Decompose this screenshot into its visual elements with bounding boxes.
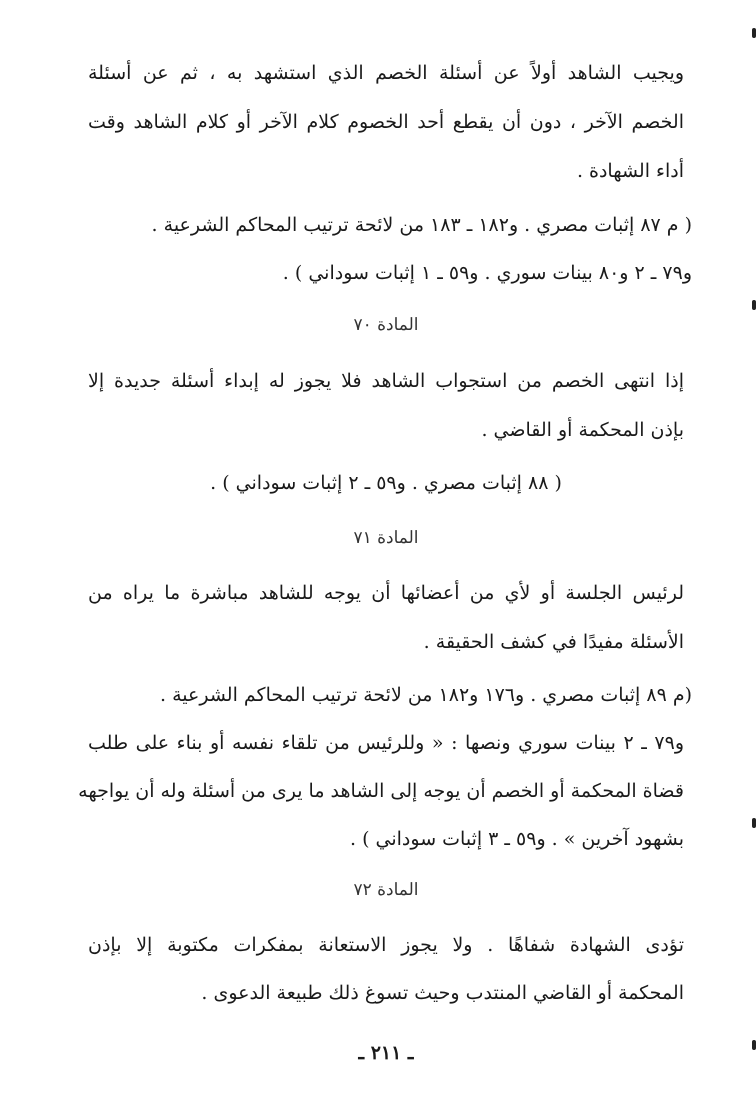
page-number: ـ ٢١١ ـ (358, 1042, 414, 1064)
reference-line: ( ٨٨ إثبات مصري . و٥٩ ـ ٢ إثبات سوداني ) . (210, 472, 562, 494)
reference-line: ( م ٨٧ إثبات مصري . و١٨٢ ـ ١٨٣ من لائحة ترتيب المحاكم الشرعية . (151, 214, 692, 236)
reference-line: و٧٩ ـ ٢ و٨٠ بينات سوري . و٥٩ ـ ١ إثبات سوداني ) . (282, 262, 692, 284)
article-text-line: الأسئلة مفيدًا في كشف الحقيقة . (423, 631, 684, 653)
article-heading: المادة ٧٠ (353, 315, 419, 335)
reference-line: قضاة المحكمة أو الخصم أن يوجه إلى الشاهد ما يرى من أسئلة وله أن يواجهه (78, 780, 684, 802)
scan-edge-mark (752, 818, 756, 828)
article-heading: المادة ٧٢ (353, 880, 419, 900)
reference-line: و٧٩ ـ ٢ بينات سوري ونصها : « وللرئيس من تلقاء نفسه أو بناء على طلب (88, 732, 684, 754)
scan-edge-mark (752, 1040, 756, 1050)
scan-edge-mark (752, 28, 756, 38)
article-text-line: المحكمة أو القاضي المنتدب وحيث تسوغ ذلك طبيعة الدعوى . (201, 982, 684, 1004)
paragraph-line: الخصم الآخر ، دون أن يقطع أحد الخصوم كلام الآخر أو كلام الشاهد وقت (88, 111, 684, 133)
paragraph-line: ويجيب الشاهد أولاً عن أسئلة الخصم الذي استشهد به ، ثم عن أسئلة (88, 62, 684, 84)
paragraph-line: أداء الشهادة . (576, 160, 684, 182)
reference-line: بشهود آخرين » . و٥٩ ـ ٣ إثبات سوداني ) . (349, 828, 684, 850)
article-text-line: بإذن المحكمة أو القاضي . (481, 419, 684, 441)
article-text-line: تؤدى الشهادة شفاهًا . ولا يجوز الاستعانة بمفكرات مكتوبة إلا بإذن (88, 934, 684, 956)
scan-edge-mark (752, 300, 756, 310)
article-text-line: لرئيس الجلسة أو لأي من أعضائها أن يوجه للشاهد مباشرة ما يراه من (88, 582, 684, 604)
article-text-line: إذا انتهى الخصم من استجواب الشاهد فلا يجوز له إبداء أسئلة جديدة إلا (88, 370, 684, 392)
reference-line: (م ٨٩ إثبات مصري . و١٧٦ و١٨٢ من لائحة ترتيب المحاكم الشرعية . (160, 684, 692, 706)
article-heading: المادة ٧١ (353, 528, 419, 548)
